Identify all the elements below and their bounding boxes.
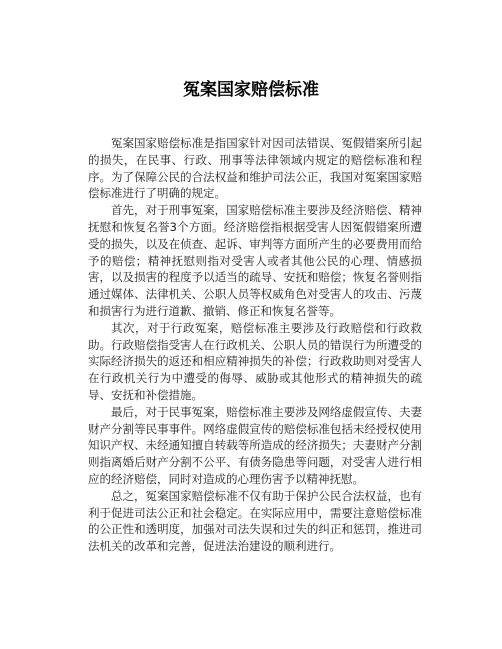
paragraph-intro: 冤案国家赔偿标准是指国家针对因司法错误、冤假错案所引起的损失，在民事、行政、刑事等法律领域内规定的赔偿标准和程序。为了保障公民的合法权益和维护司法公正，我国对冤案国家赔偿标准进行了明确的规定。 <box>88 136 422 201</box>
paragraph-civil: 最后，对于民事冤案，赔偿标准主要涉及网络虚假宣传、夫妻财产分割等民事事件。网络虚假宣传的赔偿标准包括未经授权使用知识产权、未经通知擅自转载等所造成的经济损失；夫妻财产分割则指离婚后财产分割不公平、有债务隐患等问题，对受害人进行相应的经济赔偿，同时对造成的心理伤害予以精神抚慰。 <box>88 404 422 486</box>
document-body <box>88 135 422 555</box>
paragraph-conclusion: 总之，冤案国家赔偿标准不仅有助于保护公民合法权益，也有利于促进司法公正和社会稳定。在实际应用中，需要注意赔偿标准的公正性和透明度，加强对司法失误和过失的纠正和惩罚，推进司法机关的改革和完善，促进法治建设的顺利进行。 <box>88 488 422 554</box>
document-title: 冤案国家赔偿标准 <box>183 80 319 100</box>
paragraph-administrative: 其次，对于行政冤案，赔偿标准主要涉及行政赔偿和行政救助。行政赔偿指受害人在行政机关、公职人员的错误行为所遭受的实际经济损失的返还和相应精神损失的补偿；行政救助则对受害人在行政机关行为中遭受的侮辱、威胁或其他形式的精神损失的疏导、安抚和补偿措施。 <box>88 320 422 402</box>
paragraph-criminal: 首先，对于刑事冤案，国家赔偿标准主要涉及经济赔偿、精神抚慰和恢复名誉3个方面。经济赔偿指根据受害人因冤假错案所遭受的损失，以及在侦查、起诉、审判等方面所产生的必要费用而给予的赔偿；精神抚慰则指对受害人或者其他公民的心理、情感损害，以及损害的程度予以适当的疏导、安抚和赔偿；恢复名誉则指通过媒体、法律机关、公职人员等权威角色对受害人的攻击、污蔑和损害行为进行道歉、撤销、修正和恢复名誉等。 <box>88 203 422 318</box>
